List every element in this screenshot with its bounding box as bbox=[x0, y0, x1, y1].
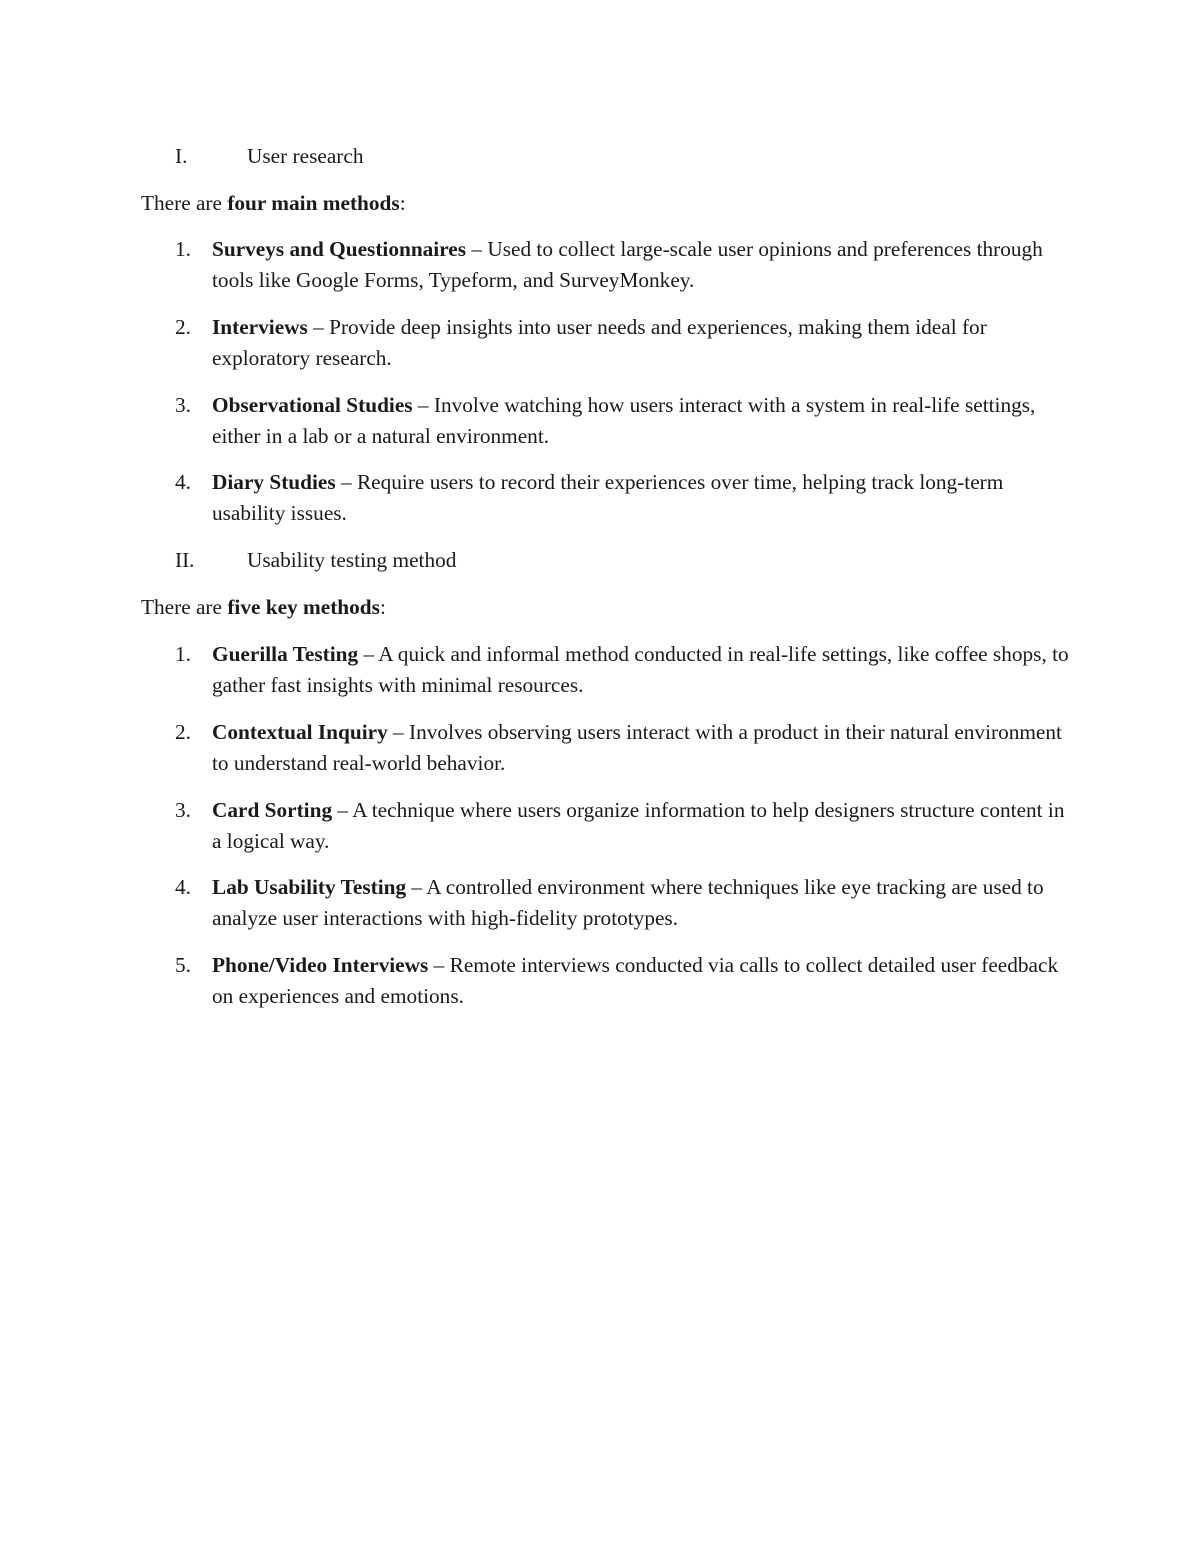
list-item bbox=[175, 234, 1070, 296]
list-description: – Involve watching how users interact with a system in real-life settings, either in a lab or a natural environment. bbox=[212, 393, 1036, 448]
list-description: – A technique where users organize information to help designers structure content in a logical way. bbox=[212, 798, 1065, 853]
list-term: Card Sorting bbox=[212, 798, 333, 822]
list-description: – Used to collect large-scale user opinions and preferences through tools like Google Forms, Typeform, and SurveyMonkey. bbox=[212, 237, 1043, 292]
list-description: – Involves observing users interact with a product in their natural environment to understand real-world behavior. bbox=[212, 720, 1062, 775]
intro-emphasis: five key methods bbox=[227, 595, 380, 619]
intro-suffix: : bbox=[379, 595, 386, 619]
section-numeral: II. bbox=[175, 548, 195, 572]
list-term: Diary Studies bbox=[212, 470, 336, 494]
list-term: Contextual Inquiry bbox=[212, 720, 388, 744]
list-item bbox=[175, 717, 1070, 779]
list-item bbox=[175, 390, 1070, 452]
list-term: Phone/Video Interviews bbox=[212, 953, 429, 977]
list-term: Guerilla Testing bbox=[212, 642, 359, 666]
section-numeral: I. bbox=[175, 144, 188, 168]
list-number: 3. bbox=[175, 798, 191, 822]
section-title: Usability testing method bbox=[247, 548, 457, 572]
list-number: 1. bbox=[175, 642, 191, 666]
list-item bbox=[175, 312, 1070, 374]
list-number: 4. bbox=[175, 470, 191, 494]
list-description: – A controlled environment where techniques like eye tracking are used to analyze user interactions with high-fidelity prototypes. bbox=[212, 875, 1044, 930]
list-item bbox=[175, 795, 1070, 857]
list-description: – A quick and informal method conducted in real-life settings, like coffee shops, to gather fast insights with minimal resources. bbox=[212, 642, 1069, 697]
intro-emphasis: four main methods bbox=[227, 191, 400, 215]
section-title: User research bbox=[247, 144, 364, 168]
intro-text: There are bbox=[141, 595, 228, 619]
intro-suffix: : bbox=[399, 191, 406, 215]
list-description: – Provide deep insights into user needs and experiences, making them ideal for exploratory research. bbox=[212, 315, 987, 370]
section-heading-user-research bbox=[175, 141, 363, 172]
list-number: 2. bbox=[175, 315, 191, 339]
list-description: – Require users to record their experiences over time, helping track long-term usability issues. bbox=[212, 470, 1004, 525]
list-number: 5. bbox=[175, 953, 191, 977]
list-term: Lab Usability Testing bbox=[212, 875, 407, 899]
list-description: – Remote interviews conducted via calls to collect detailed user feedback on experiences and emotions. bbox=[212, 953, 1059, 1008]
list-number: 1. bbox=[175, 237, 191, 261]
section-heading-usability-testing bbox=[175, 545, 456, 576]
list-term: Interviews bbox=[212, 315, 308, 339]
list-item bbox=[175, 950, 1070, 1012]
section-intro bbox=[141, 592, 386, 623]
list-item bbox=[175, 639, 1070, 701]
list-item bbox=[175, 467, 1070, 529]
list-number: 3. bbox=[175, 393, 191, 417]
list-number: 4. bbox=[175, 875, 191, 899]
section-intro bbox=[141, 188, 406, 219]
intro-text: There are bbox=[141, 191, 228, 215]
list-item bbox=[175, 872, 1070, 934]
list-term: Observational Studies bbox=[212, 393, 413, 417]
list-number: 2. bbox=[175, 720, 191, 744]
list-term: Surveys and Questionnaires bbox=[212, 237, 467, 261]
